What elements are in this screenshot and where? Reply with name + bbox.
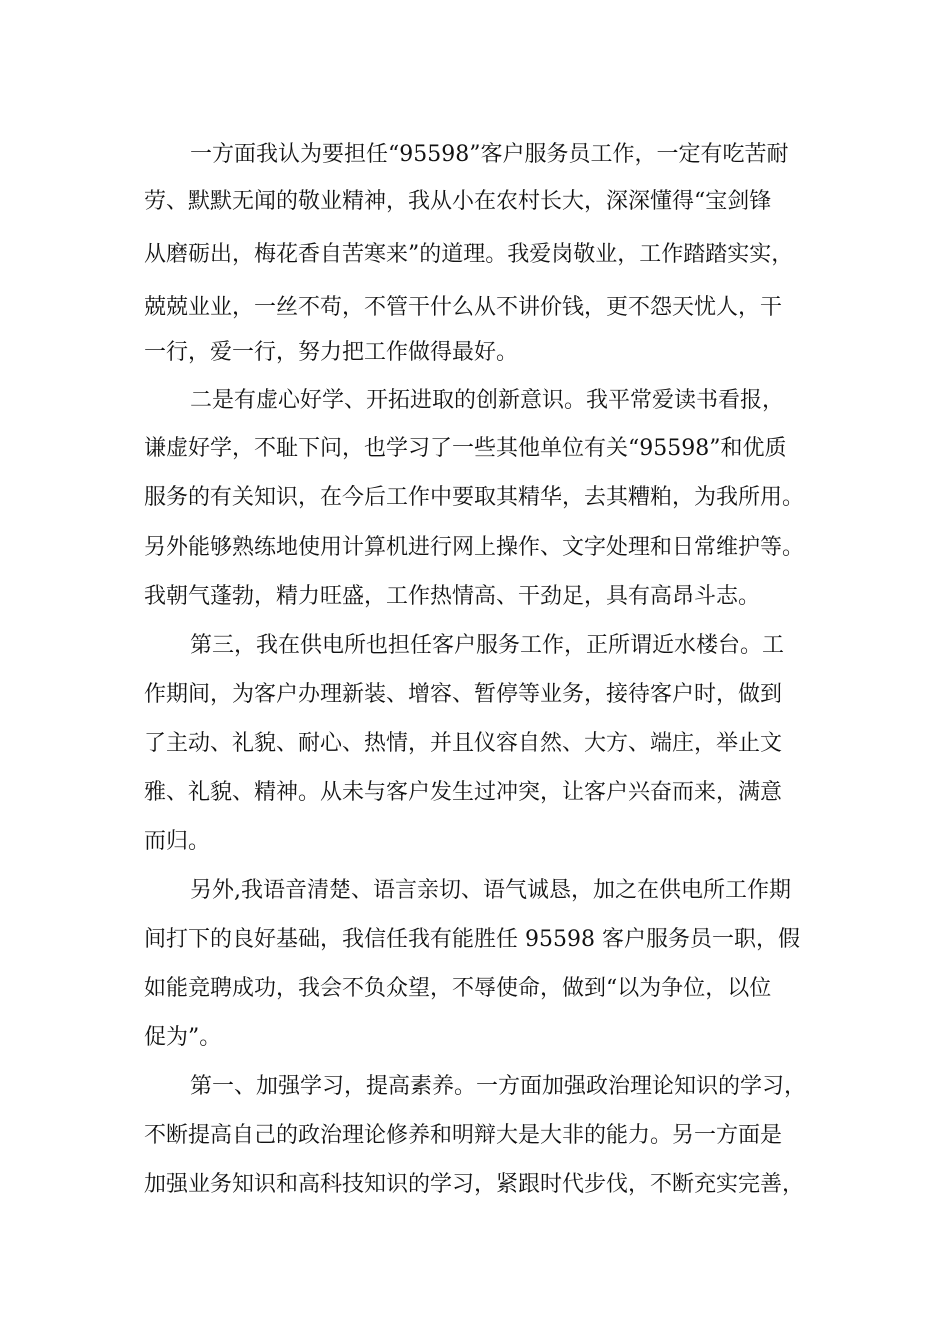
text-line: 加强业务知识和高科技知识的学习，紧跟时代步伐，不断充实完善， — [144, 1172, 805, 1197]
text-line: 促为”。 — [144, 1025, 222, 1050]
text-line: 不断提高自己的政治理论修养和明辩大是大非的能力。另一方面是 — [144, 1123, 783, 1148]
text-line: 从磨砺出，梅花香自苦寒来”的道理。我爱岗敬业，工作踏踏实实， — [144, 242, 794, 267]
text-line: 我朝气蓬勃，精力旺盛，工作热情高、干劲足，具有高昂斗志。 — [144, 584, 761, 609]
text-line: 如能竞聘成功，我会不负众望，不辱使命，做到“以为争位，以位 — [144, 976, 772, 1001]
text-line: 另外能够熟练地使用计算机进行网上操作、文字处理和日常维护等。 — [144, 535, 805, 560]
text-line: 作期间，为客户办理新装、增容、暂停等业务，接待客户时，做到 — [144, 682, 783, 707]
text-line: 另外,我语音清楚、语言亲切、语气诚恳，加之在供电所工作期 — [190, 878, 791, 903]
text-line: 一行，爱一行，努力把工作做得最好。 — [144, 340, 519, 365]
text-line: 劳、默默无闻的敬业精神，我从小在农村长大，深深懂得“宝剑锋 — [144, 189, 772, 214]
text-line: 第三，我在供电所也担任客户服务工作，正所谓近水楼台。工 — [190, 633, 785, 658]
text-line: 谦虚好学，不耻下问，也学习了一些其他单位有关“95598”和优质 — [144, 436, 787, 461]
text-line: 而归。 — [144, 829, 211, 854]
text-line: 第一、加强学习，提高素养。一方面加强政治理论知识的学习， — [190, 1074, 807, 1099]
text-line: 二是有虚心好学、开拓进取的创新意识。我平常爱读书看报， — [190, 388, 785, 413]
text-line: 了主动、礼貌、耐心、热情，并且仪容自然、大方、端庄，举止文 — [144, 731, 783, 756]
text-line: 服务的有关知识，在今后工作中要取其精华，去其糟粕，为我所用。 — [144, 485, 805, 510]
text-line: 兢兢业业，一丝不苟，不管干什么从不讲价钱，更不怨天忧人，干 — [144, 295, 783, 320]
text-line: 间打下的良好基础，我信任我有能胜任 95598 客户服务员一职，假 — [144, 927, 800, 952]
text-line: 一方面我认为要担任“95598”客户服务员工作，一定有吃苦耐 — [190, 142, 789, 167]
text-line: 雅、礼貌、精神。从未与客户发生过冲突，让客户兴奋而来，满意 — [144, 780, 783, 805]
